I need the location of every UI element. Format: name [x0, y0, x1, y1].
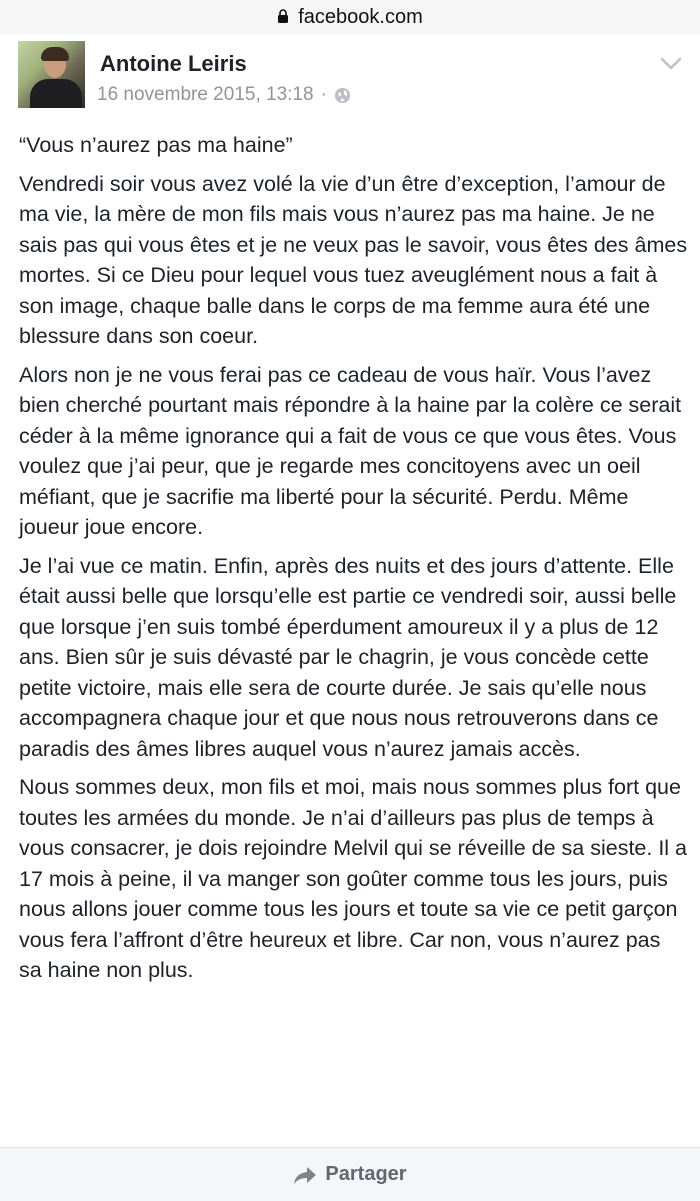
post-paragraph: Alors non je ne vous ferai pas ce cadeau de vous haïr. Vous l’avez bien cherché pourtant mais répondre à la haine par la colère ce serait céder à la même ignorance qui a fait de vous ce que vous êtes. Vous voulez que j’ai peur, que je regarde mes concitoyens avec un oeil méfiant, que je sacrifie ma liberté pour la sécurité. Perdu. Même joueur joue encore. — [19, 362, 682, 539]
chevron-down-icon[interactable] — [660, 57, 682, 71]
post-paragraph: Je l’ai vue ce matin. Enfin, après des nuits et des jours d’attente. Elle était aussi belle que lorsqu’elle est partie ce vendredi soir, aussi belle que lorsque j’en suis tombé éperdument amoureux il y a plus de 12 ans. Bien sûr je suis dévasté par le chagrin, je vous concède cette petite victoire, mais elle sera de courte durée. Je sais qu’elle nous accompagnera chaque jour et que nous nous retrouverons dans ce paradis des âmes libres auquel vous n’aurez jamais accès. — [19, 553, 677, 761]
post-header — [18, 41, 682, 111]
share-button[interactable] — [293, 1163, 406, 1186]
lock-icon — [277, 9, 289, 23]
post-title: “Vous n’aurez pas ma haine” — [19, 133, 293, 157]
globe-icon — [334, 87, 351, 104]
browser-address-bar[interactable] — [0, 0, 700, 34]
avatar[interactable] — [18, 41, 85, 108]
post-paragraph: Nous sommes deux, mon fils et moi, mais nous sommes plus fort que toutes les armées du monde. Je n’ai d’ailleurs pas plus de temps à vous consacrer, je dois rejoindre Melvil qui se réveille de sa sieste. Il a 17 mois à peine, il va manger son goûter comme tous les jours, puis nous allons jouer comme tous les jours et toute sa vie ce petit garçon vous fera l’affront d’être heureux et libre. Car non, vous n’aurez pas sa haine non plus. — [19, 775, 688, 982]
facebook-post — [0, 34, 700, 1147]
author-name[interactable]: Antoine Leiris — [100, 51, 247, 76]
share-arrow-icon — [293, 1165, 317, 1185]
share-label: Partager — [325, 1163, 407, 1185]
post-actions-bar — [0, 1147, 700, 1201]
post-timestamp[interactable]: 16 novembre 2015, 13:18 — [97, 84, 314, 105]
post-meta — [97, 84, 351, 106]
meta-separator: · — [320, 84, 327, 105]
url-text: facebook.com — [298, 5, 423, 28]
post-body — [19, 130, 689, 994]
post-paragraph: Vendredi soir vous avez volé la vie d’un être d’exception, l’amour de ma vie, la mère de mon fils mais vous n’aurez pas ma haine. Je ne sais pas qui vous êtes et je ne veux pas le savoir, vous êtes des âmes mortes. Si ce Dieu pour lequel vous tuez aveuglément nous a fait à son image, chaque balle dans le corps de ma femme aura été une blessure dans son coeur. — [19, 171, 688, 348]
